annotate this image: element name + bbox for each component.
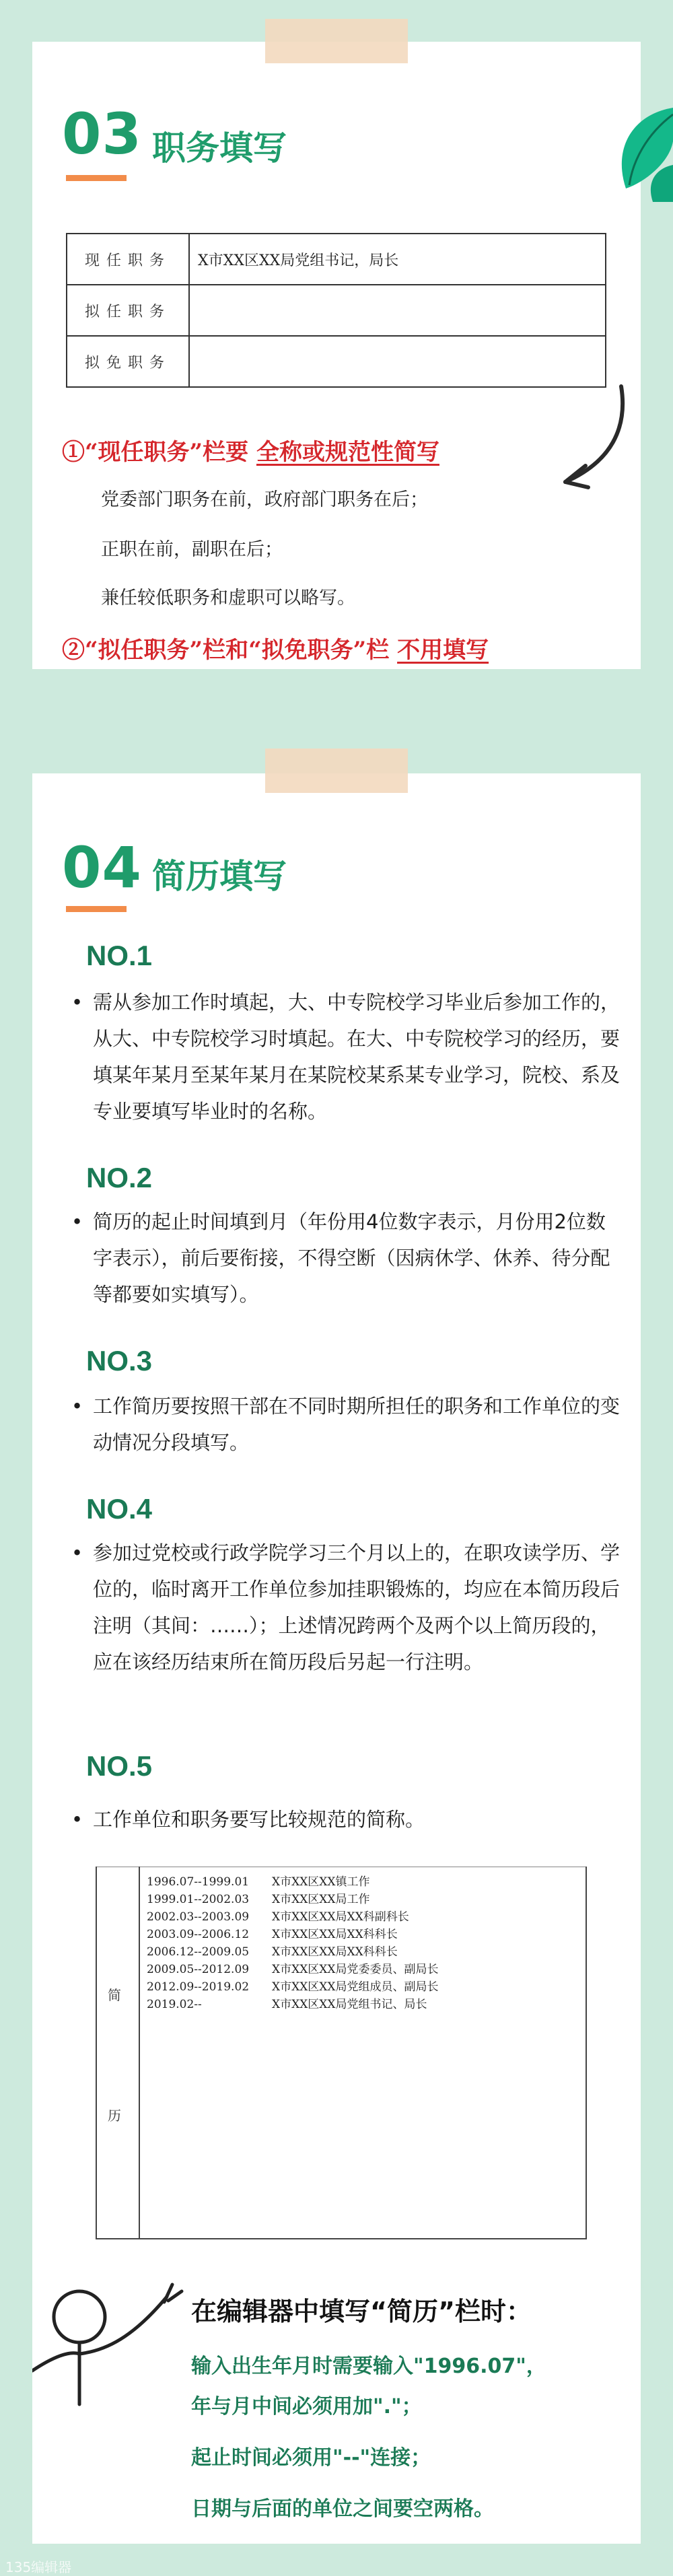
item-text: • 简历的起止时间填到月（年份用4位数字表示，月份用2位数字表示），前后要衔接，不得空断（因病休学、休养、待分配等都要如实填写）。 xyxy=(71,1204,625,1313)
tip-line: 日期与后面的单位之间要空两格。 xyxy=(191,2497,494,2521)
tip-title: 在编辑器中填写“简历”栏时： xyxy=(191,2297,532,2326)
note-line: 正职在前，副职在后； xyxy=(101,539,283,560)
tape-decoration xyxy=(265,19,408,63)
resume-row xyxy=(147,1872,370,1889)
leaf-icon xyxy=(592,101,673,202)
resume-sample-table xyxy=(96,1867,587,2239)
resume-date: 2012.09--2019.02 xyxy=(147,1980,250,1994)
stick-figure-icon xyxy=(32,2270,187,2418)
resume-desc: X市XX区XX镇工作 xyxy=(272,1875,370,1889)
item-text: • 参加过党校或行政学院学习三个月以上的，在职攻读学历、学位的，临时离开工作单位参加挂职锻炼的，均应在本简历段后注明（其间：……）；上述情况跨两个及两个以上简历段的，应在该经历结束所在简历段后另起一行注明。 xyxy=(71,1535,625,1680)
section-number: 04 xyxy=(62,835,142,901)
resume-desc: X市XX区XX局XX科科长 xyxy=(272,1928,398,1941)
item-heading: NO.3 xyxy=(86,1345,153,1377)
item-heading: NO.1 xyxy=(86,940,153,971)
resume-label-bottom: 历 xyxy=(108,2108,121,2124)
section-number: 03 xyxy=(62,101,142,167)
note-prefix: ②“拟任职务”栏和“拟免职务”栏 xyxy=(62,637,390,664)
position-table xyxy=(66,233,606,388)
section-underline xyxy=(66,175,127,181)
item-heading: NO.4 xyxy=(86,1493,153,1525)
resume-row xyxy=(147,1942,398,1959)
tip-line: 年与月中间必须用加"."； xyxy=(191,2395,422,2418)
table-value: X市XX区XX局党组书记，局长 xyxy=(189,234,606,285)
section-title: 简历填写 xyxy=(152,857,287,896)
resume-date: 1996.07--1999.01 xyxy=(147,1875,250,1889)
table-label: 现任职务 xyxy=(67,234,189,285)
curved-arrow-icon xyxy=(551,381,631,495)
resume-desc: X市XX区XX局党组书记、局长 xyxy=(272,1998,427,2011)
resume-row xyxy=(147,1994,427,2011)
resume-desc: X市XX区XX局工作 xyxy=(272,1893,370,1906)
watermark: 135编辑器 xyxy=(5,2559,72,2575)
resume-label-top: 简 xyxy=(108,1987,121,2003)
resume-row xyxy=(147,1977,439,1994)
resume-row xyxy=(147,1959,439,1976)
resume-date: 1999.01--2002.03 xyxy=(147,1893,250,1906)
table-row xyxy=(67,234,606,285)
item-text: • 需从参加工作时填起，大、中专院校学习毕业后参加工作的，从大、中专院校学习时填起。在大、中专院校学习的经历，要填某年某月至某年某月在某院校某系某专业学习，院校、系及专业要填写毕业时的名称。 xyxy=(71,984,625,1129)
resume-row xyxy=(147,1924,398,1941)
resume-date: 2002.03--2003.09 xyxy=(147,1910,250,1924)
resume-row xyxy=(147,1907,409,1924)
note-prefix: ①“现任职务”栏要 xyxy=(62,439,249,466)
resume-desc: X市XX区XX局党组成员、副局长 xyxy=(272,1980,439,1994)
table-row xyxy=(67,336,606,387)
tip-line: 起止时间必须用"--"连接； xyxy=(191,2446,431,2470)
table-value xyxy=(189,336,606,387)
section-underline xyxy=(66,906,127,912)
resume-desc: X市XX区XX局XX科科长 xyxy=(272,1945,398,1959)
note-line: 党委部门职务在前，政府部门职务在后； xyxy=(101,489,428,510)
table-label: 拟任职务 xyxy=(67,285,189,336)
note-line: 兼任较低职务和虚职可以略写。 xyxy=(101,588,355,608)
note-emphasis: 不用填写 xyxy=(397,637,489,664)
tape-decoration xyxy=(265,749,408,793)
note-current-position xyxy=(62,433,439,466)
resume-desc: X市XX区XX局党委委员、副局长 xyxy=(272,1963,439,1976)
item-heading: NO.5 xyxy=(86,1750,153,1782)
note-emphasis: 全称或规范性简写 xyxy=(256,439,439,466)
item-text: • 工作单位和职务要写比较规范的简称。 xyxy=(71,1801,625,1838)
table-value xyxy=(189,285,606,336)
item-text: • 工作简历要按照干部在不同时期所担任的职务和工作单位的变动情况分段填写。 xyxy=(71,1388,625,1461)
resume-date: 2006.12--2009.05 xyxy=(147,1945,250,1959)
resume-date: 2009.05--2012.09 xyxy=(147,1963,250,1976)
tip-line: 输入出生年月时需要输入"1996.07"， xyxy=(191,2355,546,2378)
item-heading: NO.2 xyxy=(86,1162,153,1193)
resume-row xyxy=(147,1889,370,1906)
note-proposed-position xyxy=(62,631,489,664)
resume-date: 2003.09--2006.12 xyxy=(147,1928,250,1941)
resume-desc: X市XX区XX局XX科副科长 xyxy=(272,1910,409,1924)
table-label: 拟免职务 xyxy=(67,336,189,387)
table-row xyxy=(67,285,606,336)
section-title: 职务填写 xyxy=(152,129,287,168)
resume-date: 2019.02-- xyxy=(147,1998,202,2011)
